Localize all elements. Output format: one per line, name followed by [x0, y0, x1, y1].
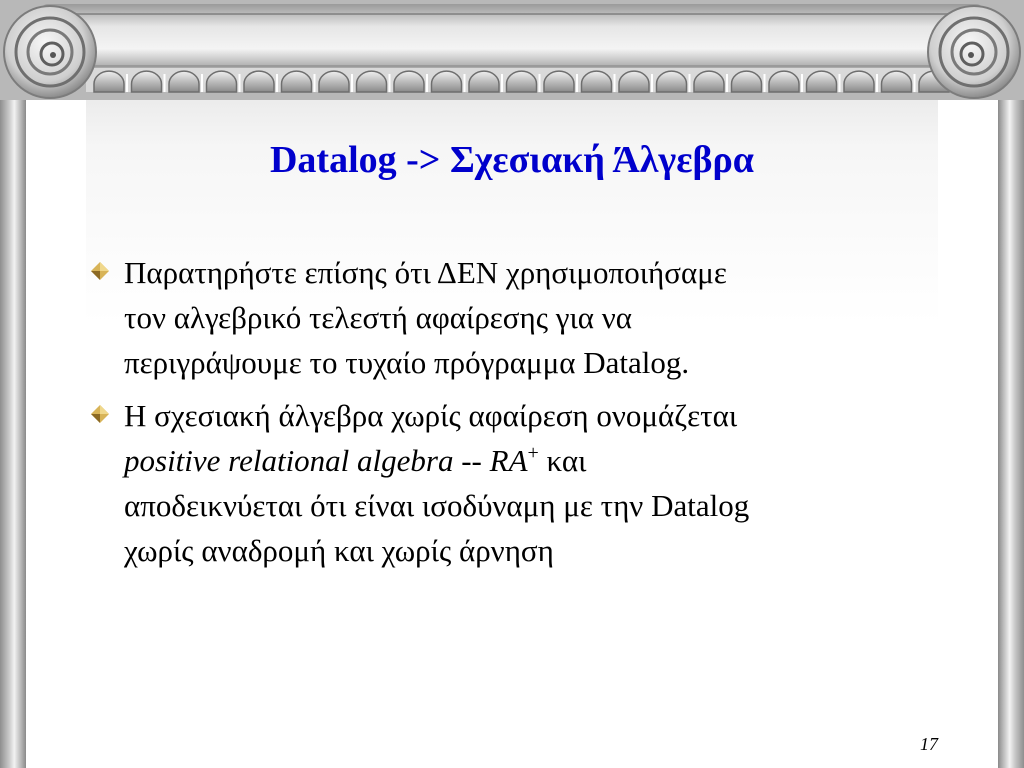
bullet-text-line: περιγράψουμε το τυχαίο πρόγραμμα Datalog. — [124, 345, 690, 380]
frieze-bead — [394, 71, 424, 92]
frieze-bead — [432, 71, 462, 92]
frieze-bead — [769, 71, 799, 92]
bullet-text-fragment: και — [538, 443, 587, 478]
frieze-bead — [807, 71, 837, 92]
diamond-bullet-icon — [90, 261, 110, 281]
bullet-item — [90, 393, 940, 573]
bullet-list — [90, 250, 940, 581]
term-positive-relational-algebra: positive relational algebra — [124, 443, 454, 478]
term-ra: RA — [489, 443, 528, 478]
frieze-bead — [169, 71, 199, 92]
frieze-bead — [207, 71, 237, 92]
bullet-text-line: Παρατηρήστε επίσης ότι ΔΕΝ χρησιμοποιήσαμε — [124, 255, 727, 290]
page-number: 17 — [920, 734, 938, 754]
frieze-bead — [619, 71, 649, 92]
bullet-text-line — [124, 438, 940, 483]
superscript-plus: + — [527, 442, 539, 464]
ionic-capital — [0, 0, 1024, 100]
frieze-bead — [282, 71, 312, 92]
frieze-bead — [319, 71, 349, 92]
frieze-bead — [507, 71, 537, 92]
right-column — [998, 0, 1024, 768]
frieze-bead — [844, 71, 874, 92]
frieze-bead — [882, 71, 912, 92]
bullet-text-line: Η σχεσιακή άλγεβρα χωρίς αφαίρεση ονομάζεται — [124, 398, 738, 433]
frieze-bead — [132, 71, 162, 92]
frieze-bead — [544, 71, 574, 92]
left-column — [0, 0, 26, 768]
bullet-item — [90, 250, 940, 385]
frieze-bead — [94, 71, 124, 92]
frieze-bead — [694, 71, 724, 92]
ionic-volute-icon — [928, 6, 1020, 98]
frieze-bead — [657, 71, 687, 92]
egg-and-dart-frieze — [94, 71, 952, 92]
diamond-bullet-icon — [90, 404, 110, 424]
frieze-bead — [357, 71, 387, 92]
dash-separator: -- — [453, 443, 490, 478]
ionic-volute-icon — [4, 6, 96, 98]
bullet-text-line: αποδεικνύεται ότι είναι ισοδύναμη με την Datalog — [124, 488, 750, 523]
frieze-bead — [582, 71, 612, 92]
frieze-bead — [732, 71, 762, 92]
page-title: Datalog -> Σχεσιακή Άλγεβρα — [269, 139, 755, 181]
frieze-bead — [469, 71, 499, 92]
bullet-text-line: χωρίς αναδρομή και χωρίς άρνηση — [124, 533, 554, 568]
bullet-text-line: τον αλγεβρικό τελεστή αφαίρεσης για να — [124, 300, 633, 335]
frieze-bead — [244, 71, 274, 92]
